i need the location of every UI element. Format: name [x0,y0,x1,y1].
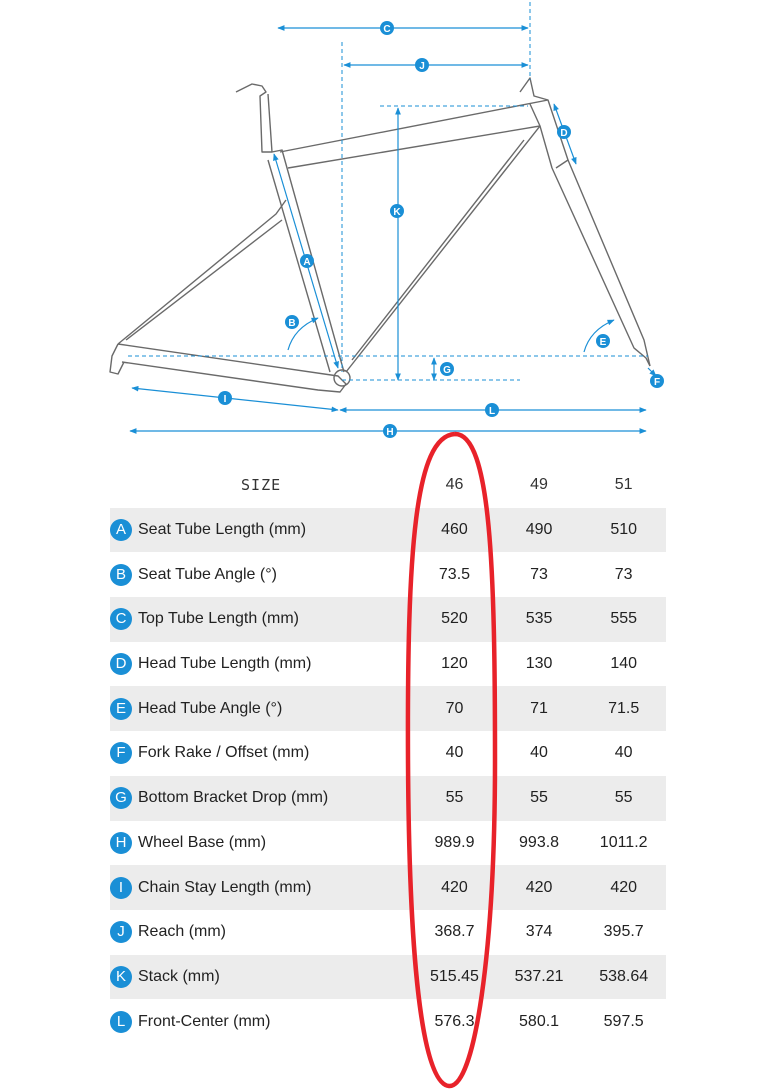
row-label-cell [110,597,412,642]
row-label: Stack (mm) [138,967,220,985]
row-letter-badge: F [110,742,132,764]
svg-text:H: H [386,427,394,438]
badge-g [440,362,454,376]
row-label: Reach (mm) [138,923,227,941]
badge-e [596,334,610,348]
row-label: Seat Tube Length (mm) [138,521,307,539]
row-value-size-49: 71 [497,686,582,731]
row-letter-badge: H [110,832,132,854]
row-value-size-51: 1011.2 [599,833,648,851]
svg-text:D: D [560,128,568,139]
row-value-size-49: 535 [497,597,582,642]
size-label: SIZE [241,476,282,495]
row-value-size-51: 538.64 [581,955,666,1000]
row-value-size-49: 537.21 [497,955,582,1000]
row-value-size-46: 515.45 [412,955,497,1000]
row-value-size-46: 420 [412,865,497,910]
row-label-cell [110,508,412,553]
row-value-size-49: 490 [497,508,582,553]
svg-text:J: J [419,61,425,72]
row-letter-badge: C [110,608,132,630]
geometry-table [110,463,666,1044]
badge-h [383,424,397,438]
svg-text:L: L [488,406,496,417]
table-row [110,955,666,1000]
badge-b [285,315,299,329]
row-value-size-49: 130 [525,655,553,673]
row-value-size-51: 140 [610,655,638,673]
table-row [110,731,666,776]
row-label: Head Tube Length (mm) [138,655,312,673]
table-row [110,999,666,1044]
row-value-size-49: 580.1 [519,1012,560,1030]
row-letter-badge: A [110,519,132,541]
badge-f [650,374,664,388]
row-value-size-46: 120 [441,655,468,673]
row-label-cell [110,686,412,731]
row-value-size-46: 55 [412,776,497,821]
row-label: Wheel Base (mm) [138,833,267,851]
frame-outline [110,78,650,392]
row-value-size-46: 73.5 [438,565,471,583]
row-letter-badge: I [110,877,132,899]
table-row [110,865,666,910]
frame-geometry-diagram [0,0,767,450]
table-row [110,910,666,955]
row-label-cell [110,552,412,597]
row-value-size-51: 40 [614,744,633,762]
row-value-size-49: 55 [497,776,582,821]
row-label: Fork Rake / Offset (mm) [138,744,310,762]
row-value-size-51: 395.7 [603,923,644,941]
svg-text:G: G [443,365,451,376]
table-row [110,776,666,821]
row-label-cell [110,731,412,776]
svg-text:C: C [383,24,391,35]
row-letter-badge: G [110,787,132,809]
dimension-arrows [130,28,656,431]
table-row [110,552,666,597]
table-header-row [110,463,666,508]
size-51: 51 [614,476,633,494]
row-value-size-46: 368.7 [434,923,475,941]
badge-i [218,391,232,405]
row-value-size-49: 73 [530,565,548,583]
row-letter-badge: E [110,698,132,720]
geometry-rows [110,508,666,1044]
row-value-size-46: 460 [412,508,497,553]
table-row [110,821,666,866]
svg-text:B: B [288,318,296,329]
table-row [110,597,666,642]
row-value-size-46: 40 [445,744,464,762]
row-letter-badge: L [110,1011,132,1033]
badge-k [390,204,404,218]
badge-d [557,125,571,139]
row-letter-badge: J [110,921,132,943]
badge-l [485,403,499,417]
row-letter-badge: B [110,564,132,586]
badge-c [380,21,394,35]
row-value-size-46: 520 [412,597,497,642]
row-value-size-51: 73 [614,565,633,583]
row-value-size-49: 420 [497,865,582,910]
row-label: Head Tube Angle (°) [138,699,283,717]
row-value-size-51: 597.5 [603,1012,644,1030]
table-row [110,642,666,687]
row-value-size-51: 555 [581,597,666,642]
row-label: Front-Center (mm) [138,1012,271,1030]
badge-a [300,254,314,268]
row-label-cell [110,955,412,1000]
svg-text:A: A [303,257,311,268]
row-value-size-51: 510 [581,508,666,553]
row-value-size-51: 420 [581,865,666,910]
row-label: Top Tube Length (mm) [138,610,299,628]
svg-text:F: F [653,377,661,388]
svg-text:E: E [599,337,607,348]
row-label: Bottom Bracket Drop (mm) [138,789,329,807]
table-row [110,686,666,731]
badge-j [415,58,429,72]
row-label-cell [110,865,412,910]
row-label-cell [110,821,412,866]
row-letter-badge: K [110,966,132,988]
row-label-cell [110,642,412,687]
row-value-size-49: 374 [525,923,553,941]
size-46: 46 [445,476,464,494]
row-value-size-46: 576.3 [434,1012,475,1030]
row-value-size-46: 989.9 [434,833,475,851]
row-value-size-46: 70 [412,686,497,731]
svg-text:I: I [223,394,227,405]
row-value-size-49: 40 [530,744,548,762]
row-label-cell [110,910,412,955]
table-row [110,508,666,553]
row-label-cell [110,999,412,1044]
row-value-size-51: 71.5 [581,686,666,731]
row-label: Seat Tube Angle (°) [138,565,277,583]
row-value-size-51: 55 [581,776,666,821]
svg-text:K: K [393,207,401,218]
row-value-size-49: 993.8 [519,833,560,851]
row-letter-badge: D [110,653,132,675]
row-label: Chain Stay Length (mm) [138,878,312,896]
reference-lines [128,2,648,380]
size-49: 49 [530,476,548,494]
row-label-cell [110,776,412,821]
